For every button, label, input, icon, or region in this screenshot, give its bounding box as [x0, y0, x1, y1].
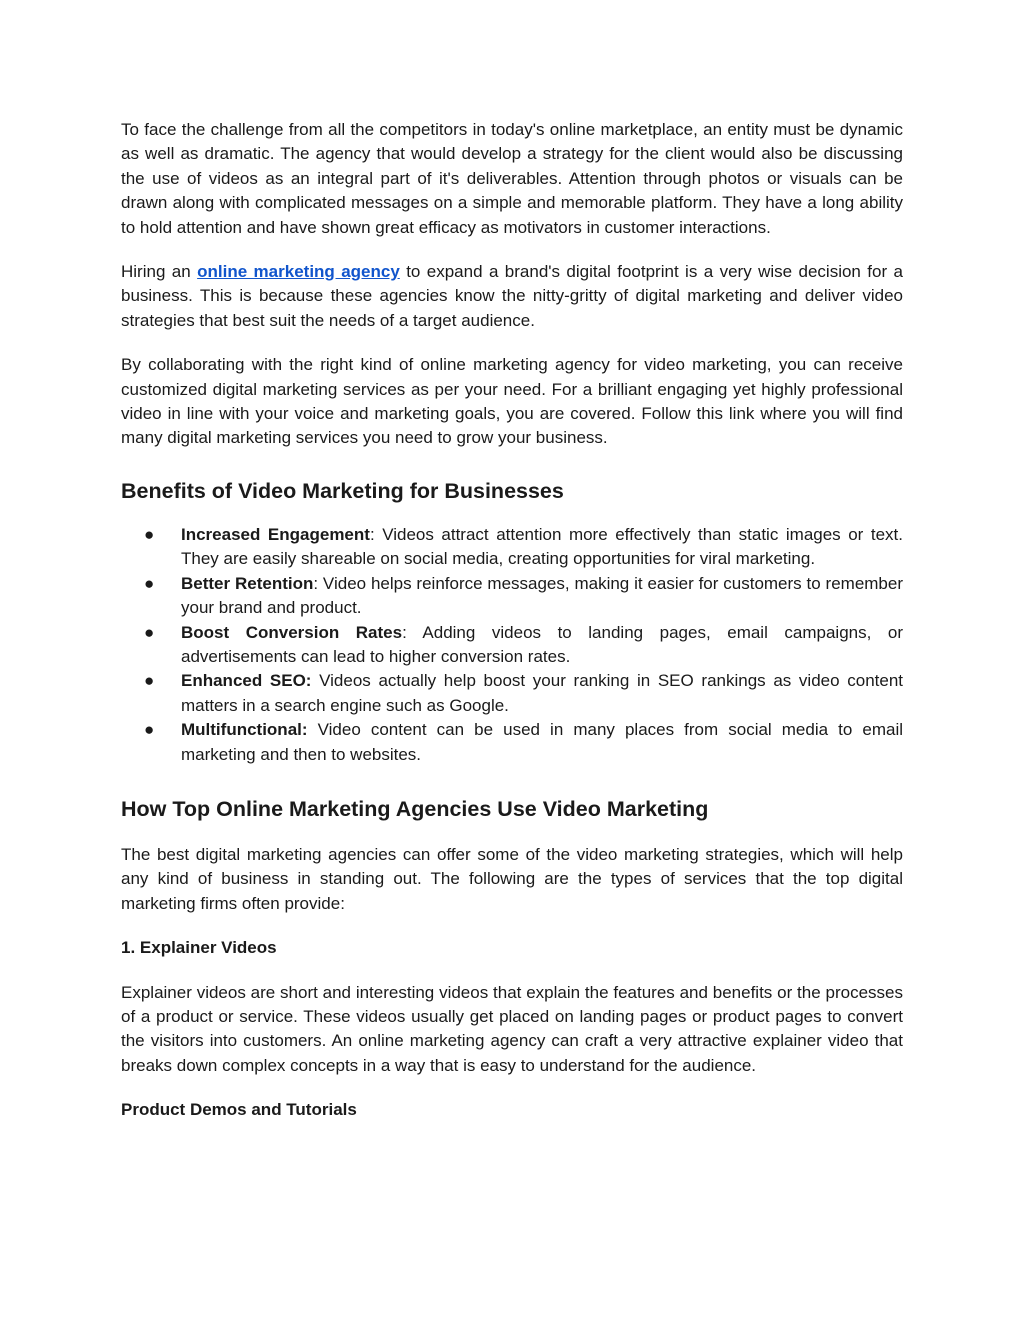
benefit-term: Enhanced SEO:	[181, 671, 312, 691]
online-marketing-agency-link[interactable]: online marketing agency	[197, 262, 400, 282]
list-item	[144, 718, 903, 767]
benefit-text: : Adding videos to landing pages, email campaigns, or advertisements can lead to higher conversion rates.	[181, 622, 903, 666]
bullet-icon: ●	[144, 720, 155, 740]
benefit-term: Better Retention	[181, 573, 314, 593]
list-item	[144, 523, 903, 572]
agencies-heading: How Top Online Marketing Agencies Use Video Marketing	[121, 796, 709, 821]
benefit-text: Video content can be used in many places from social media to email marketing and then to websites.	[181, 720, 903, 764]
intro-paragraph-1: To face the challenge from all the competitors in today's online marketplace, an entity must be dynamic as well as dramatic. The agency that would develop a strategy for the client would also be discussing the use of videos as an integral part of it's deliverables. Attention through photos or visuals can be drawn along with complicated messages on a simple and memorable platform. They have a long ability to hold attention and have shown great efficacy as motivators in customer interactions.	[121, 120, 903, 237]
bullet-icon: ●	[144, 573, 155, 593]
bullet-icon: ●	[144, 524, 155, 544]
list-item	[144, 669, 903, 718]
intro-paragraph-3: By collaborating with the right kind of online marketing agency for video marketing, you can receive customized digital marketing services as per your need. For a brilliant engaging yet highly professional video in line with your voice and marketing goals, you are covered. Follow this link where you will find many digital marketing services you need to grow your business.	[121, 355, 903, 448]
demos-heading: Product Demos and Tutorials	[121, 1100, 357, 1120]
benefits-heading: Benefits of Video Marketing for Businesses	[121, 478, 564, 503]
benefits-list	[121, 523, 903, 767]
agencies-paragraph: The best digital marketing agencies can offer some of the video marketing strategies, which will help any kind of business in standing out. The following are the types of services that the top digital marketing firms often provide:	[121, 844, 903, 913]
bullet-icon: ●	[144, 622, 155, 642]
list-item	[144, 572, 904, 621]
benefit-text: : Video helps reinforce messages, making it easier for customers to remember your brand and product.	[181, 573, 904, 618]
intro-paragraph-2-after: to expand a brand's digital footprint is a very wise decision for a business. This is because these agencies know the nitty-gritty of digital marketing and deliver video strategies that best suit the needs of a target audience.	[121, 262, 903, 330]
benefit-term: Boost Conversion Rates	[181, 622, 403, 642]
intro-paragraph-2	[121, 260, 903, 333]
benefit-term: Multifunctional:	[181, 720, 308, 740]
benefit-text: Videos actually help boost your ranking in SEO rankings as video content matters in a search engine such as Google.	[181, 671, 903, 715]
list-item	[144, 621, 903, 670]
bullet-icon: ●	[144, 671, 155, 691]
explainer-heading: 1. Explainer Videos	[121, 938, 277, 958]
explainer-paragraph: Explainer videos are short and interesting videos that explain the features and benefits or the processes of a product or service. These videos usually get placed on landing pages or product pages to convert the visitors into customers. An online marketing agency can craft a very attractive explainer video that breaks down complex concepts in a way that is easy to understand for the audience.	[121, 982, 903, 1075]
benefit-term: Increased Engagement	[181, 524, 370, 544]
intro-paragraph-2-before: Hiring an	[121, 262, 198, 282]
benefit-text: : Videos attract attention more effectively than static images or text. They are easily shareable on social media, creating opportunities for viral marketing.	[181, 524, 903, 569]
